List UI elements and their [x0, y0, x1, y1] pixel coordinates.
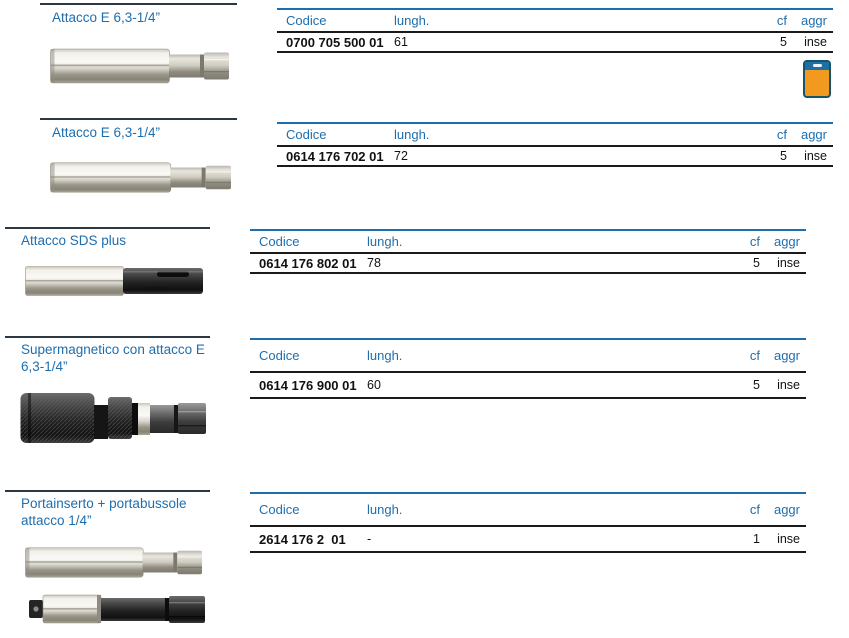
col-header-codice: Codice	[286, 127, 327, 142]
col-header-cf: cf	[749, 348, 760, 363]
supermagnetic-bit-holder-photo	[20, 390, 208, 446]
col-header-lungh: lungh.	[394, 127, 430, 142]
cell-aggr: inse	[804, 35, 827, 49]
magnetic-bit-holder-photo	[50, 161, 232, 194]
cell-aggr: inse	[777, 532, 800, 546]
blister-pack-icon	[803, 60, 831, 98]
cell-lungh: 78	[367, 256, 381, 270]
col-header-cf: cf	[776, 13, 787, 28]
product-title: Attacco SDS plus	[21, 233, 127, 248]
cell-lungh: 72	[394, 149, 408, 163]
magnetic-bit-holder-photo	[50, 47, 230, 85]
col-header-cf: cf	[749, 234, 760, 249]
table-data-row	[277, 33, 833, 53]
table-data-row	[250, 254, 806, 274]
section-divider	[40, 3, 237, 5]
cell-aggr: inse	[804, 149, 827, 163]
col-header-codice: Codice	[259, 348, 300, 363]
magnetic-bit-holder-photo	[25, 546, 203, 579]
cell-aggr: inse	[777, 256, 800, 270]
section-divider	[5, 336, 210, 338]
product-title: Attacco E 6,3-1/4”	[52, 125, 161, 140]
col-header-aggr: aggr	[800, 127, 827, 142]
table-header-row	[277, 122, 833, 147]
socket-holder-adapter-photo	[27, 589, 207, 629]
table-header-row	[277, 8, 833, 33]
product-table	[277, 8, 833, 53]
product-title: Attacco E 6,3-1/4”	[52, 10, 161, 25]
col-header-aggr: aggr	[773, 234, 800, 249]
product-title: Portainserto + portabussole attacco 1/4”	[21, 496, 187, 528]
col-header-cf: cf	[749, 502, 760, 517]
section-divider	[40, 118, 237, 120]
cell-codice: 0614 176 802 01	[259, 255, 357, 271]
col-header-codice: Codice	[259, 234, 300, 249]
cell-codice: 2614 176 2 01	[259, 531, 346, 547]
cell-cf: 5	[753, 256, 760, 270]
table-data-row	[277, 147, 833, 167]
table-header-row	[250, 229, 806, 254]
cell-cf: 5	[753, 378, 760, 392]
cell-codice: 0614 176 702 01	[286, 148, 384, 164]
section-divider	[5, 490, 210, 492]
sds-plus-adapter-photo	[25, 263, 207, 299]
product-title: Supermagnetico con attacco E 6,3-1/4”	[21, 342, 205, 374]
product-table	[277, 122, 833, 167]
cell-lungh: -	[367, 532, 372, 546]
cell-lungh: 60	[367, 378, 381, 392]
blister-pack-icon-header	[805, 62, 829, 70]
product-table	[250, 492, 806, 553]
cell-codice: 0614 176 900 01	[259, 377, 357, 393]
col-header-lungh: lungh.	[367, 348, 403, 363]
col-header-codice: Codice	[286, 13, 327, 28]
blister-pack-icon-hang-hole	[813, 64, 822, 67]
col-header-aggr: aggr	[773, 348, 800, 363]
cell-codice: 0700 705 500 01	[286, 34, 384, 50]
col-header-lungh: lungh.	[367, 234, 403, 249]
col-header-codice: Codice	[259, 502, 300, 517]
cell-cf: 1	[753, 532, 760, 546]
col-header-aggr: aggr	[800, 13, 827, 28]
col-header-aggr: aggr	[773, 502, 800, 517]
cell-cf: 5	[780, 149, 787, 163]
col-header-lungh: lungh.	[394, 13, 430, 28]
col-header-lungh: lungh.	[367, 502, 403, 517]
product-table	[250, 229, 806, 274]
product-table	[250, 338, 806, 399]
table-header-row	[250, 338, 806, 373]
col-header-cf: cf	[776, 127, 787, 142]
table-data-row	[250, 373, 806, 399]
cell-aggr: inse	[777, 378, 800, 392]
table-header-row	[250, 492, 806, 527]
cell-lungh: 61	[394, 35, 408, 49]
section-divider	[5, 227, 210, 229]
table-data-row	[250, 527, 806, 553]
cell-cf: 5	[780, 35, 787, 49]
